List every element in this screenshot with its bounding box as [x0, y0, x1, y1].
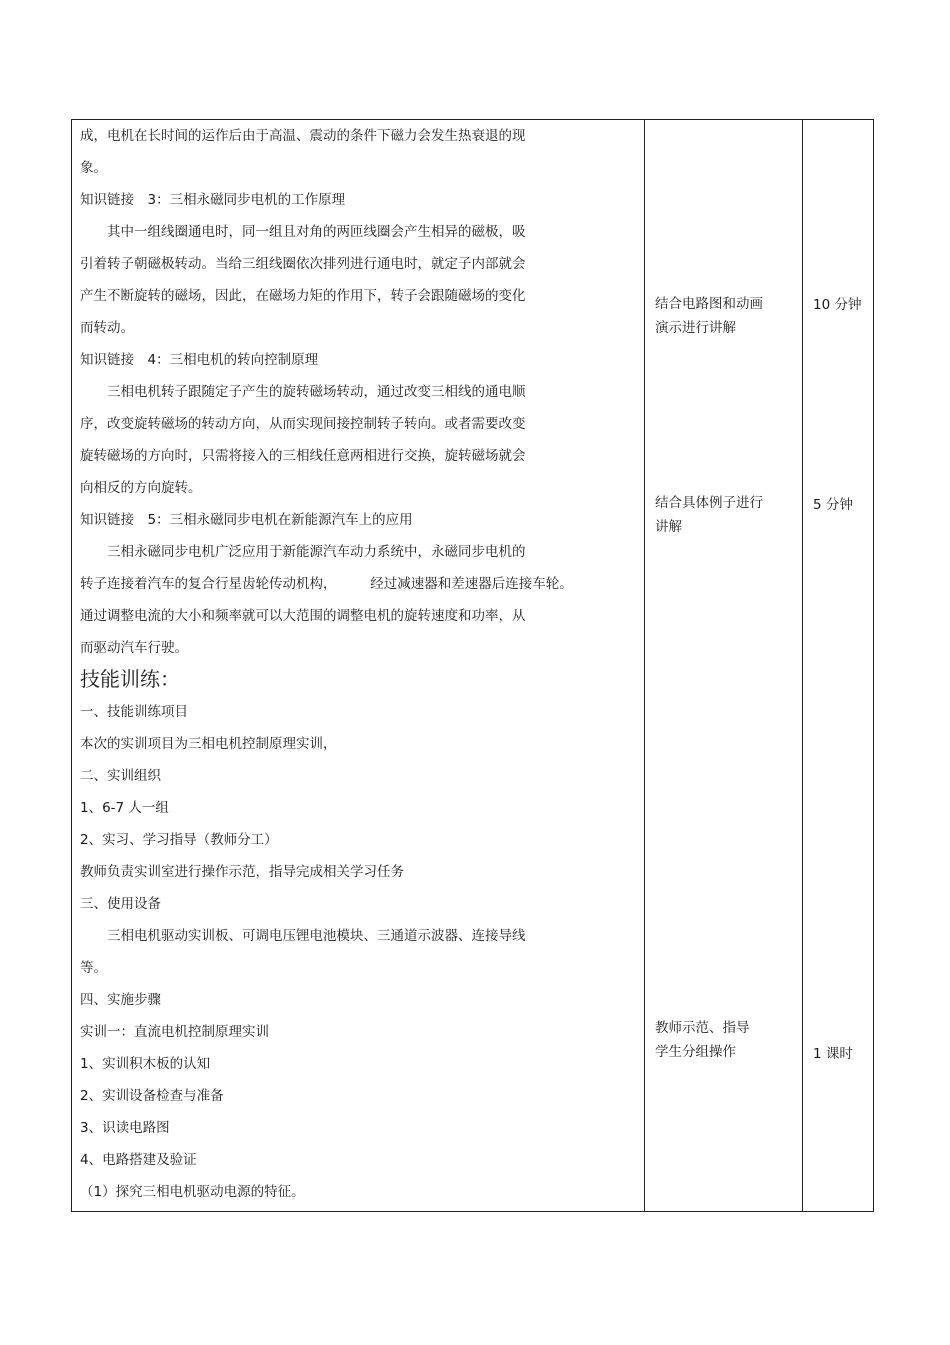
content-line: （1）探究三相电机驱动电源的特征。: [80, 1184, 305, 1200]
content-line: 产生不断旋转的磁场，因此，在磁场力矩的作用下，转子会跟随磁场的变化: [80, 288, 526, 304]
content-line: 而转动。: [80, 320, 134, 336]
content-line: 3、识读电路图: [80, 1120, 170, 1136]
content-line: 1、实训积木板的认知: [80, 1056, 211, 1072]
content-line: 三相电机驱动实训板、可调电压锂电池模块、三通道示波器、连接导线: [80, 928, 526, 944]
content-line: 实训一：直流电机控制原理实训: [80, 1024, 269, 1040]
content-line: 三相永磁同步电机广泛应用于新能源汽车动力系统中，永磁同步电机的: [80, 544, 526, 560]
content-line: 四、实施步骤: [80, 992, 161, 1008]
content-line: 2、实习、学习指导（教师分工）: [80, 832, 278, 848]
content-line: 象。: [80, 160, 107, 176]
column-divider-1: [644, 120, 645, 1211]
content-line: 通过调整电流的大小和频率就可以大范围的调整电机的旋转速度和功率，从: [80, 608, 526, 624]
content-line: 教师负责实训室进行操作示范，指导完成相关学习任务: [80, 864, 404, 880]
method-text: 学生分组操作: [655, 1044, 736, 1060]
method-text: 结合电路图和动画: [655, 296, 763, 312]
content-line: 成，电机在长时间的运作后由于高温、震动的条件下磁力会发生热衰退的现: [80, 128, 526, 144]
content-line: 三相电机转子跟随定子产生的旋转磁场转动，通过改变三相线的通电顺: [80, 384, 526, 400]
method-text: 教师示范、指导: [655, 1020, 750, 1036]
section-heading: 知识链接 3：三相永磁同步电机的工作原理: [80, 192, 346, 208]
content-line: 2、实训设备检查与准备: [80, 1088, 224, 1104]
content-line: 向相反的方向旋转。: [80, 480, 202, 496]
content-line: 而驱动汽车行驶。: [80, 640, 188, 656]
method-text: 演示进行讲解: [655, 320, 736, 336]
content-line: 转子连接着汽车的复合行星齿轮传动机构， 经过减速器和差速器后连接车轮。: [80, 576, 573, 592]
method-cell-3: [655, 1016, 750, 1064]
method-cell-1: [655, 292, 763, 340]
content-line: 等。: [80, 960, 107, 976]
lesson-table: [71, 119, 874, 1212]
column-divider-2: [802, 120, 803, 1211]
content-line: 其中一组线圈通电时，同一组且对角的两匝线圈会产生相异的磁极，吸: [80, 224, 526, 240]
method-text: 结合具体例子进行: [655, 495, 763, 511]
time-cell-1: 10 分钟: [813, 297, 862, 313]
time-cell-3: 1 课时: [813, 1046, 853, 1062]
time-cell-2: 5 分钟: [813, 497, 853, 513]
content-line: 三、使用设备: [80, 896, 161, 912]
content-line: 本次的实训项目为三相电机控制原理实训，: [80, 736, 337, 752]
content-line: 4、电路搭建及验证: [80, 1152, 197, 1168]
section-heading: 知识链接 4：三相电机的转向控制原理: [80, 352, 319, 368]
method-cell-2: [655, 491, 763, 539]
content-line: 引着转子朝磁极转动。当给三组线圈依次排列进行通电时，就定子内部就会: [80, 256, 526, 272]
skills-heading: 技能训练：: [80, 667, 180, 691]
content-line: 序，改变旋转磁场的转动方向，从而实现间接控制转子转向。或者需要改变: [80, 416, 526, 432]
section-heading: 知识链接 5：三相永磁同步电机在新能源汽车上的应用: [80, 512, 413, 528]
content-line: 旋转磁场的方向时，只需将接入的三相线任意两相进行交换，旋转磁场就会: [80, 448, 526, 464]
content-line: 二、实训组织: [80, 768, 161, 784]
method-text: 讲解: [655, 519, 682, 535]
content-line: 一、技能训练项目: [80, 704, 188, 720]
content-line: 1、6-7 人一组: [80, 800, 169, 816]
